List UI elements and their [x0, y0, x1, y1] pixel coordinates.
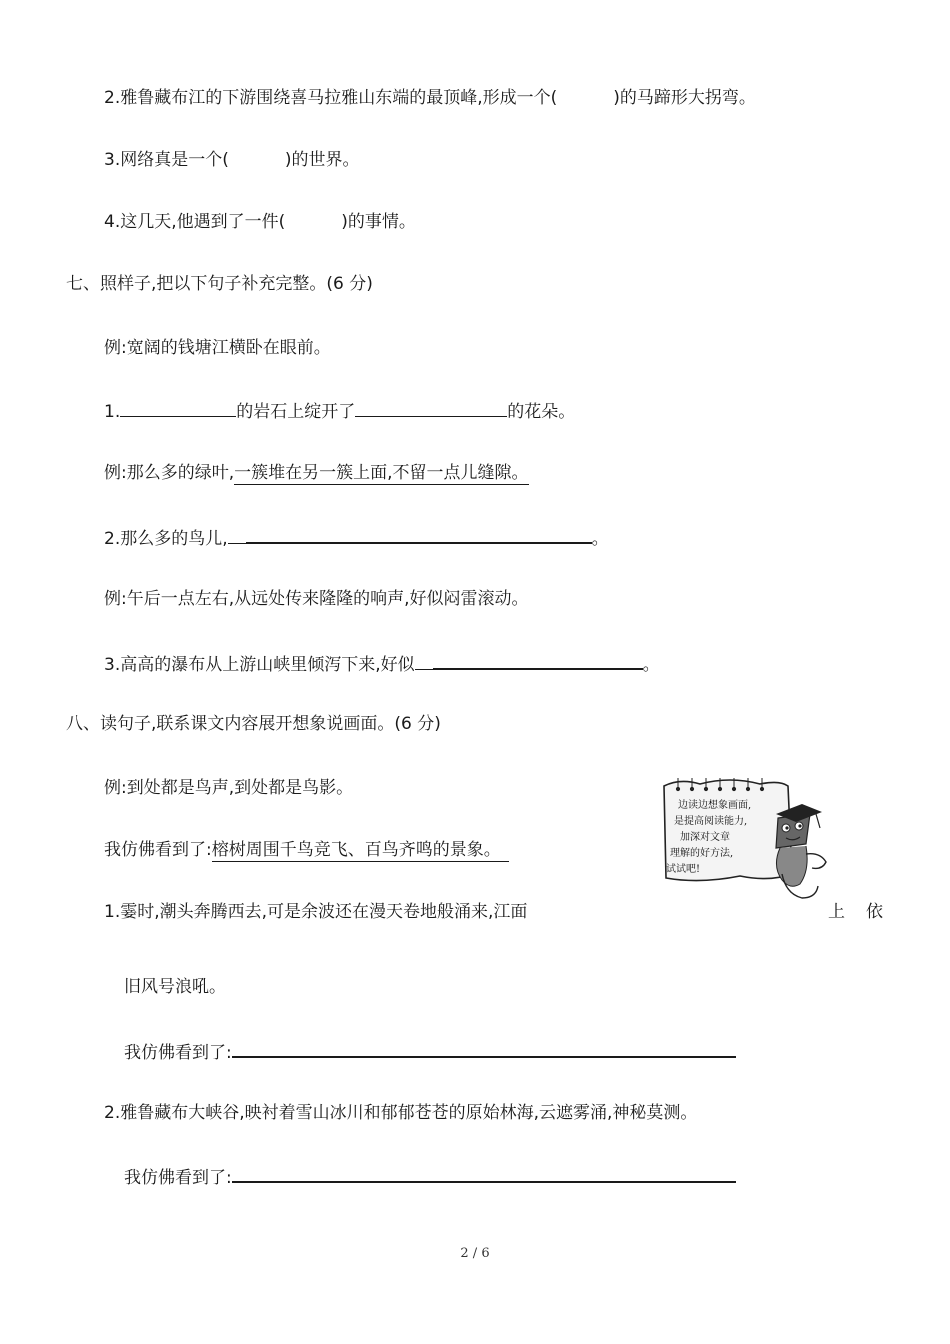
q7-example-2	[104, 461, 529, 485]
tip-line-2: 是提高阅读能力,	[674, 816, 748, 827]
q7-item1-mid: 的岩石上绽开了	[236, 402, 356, 422]
q6-item4-before: 4.这几天,他遇到了一件(	[104, 212, 286, 232]
q6-item2-after: )的马蹄形大拐弯。	[613, 88, 756, 108]
q8-example: 例:到处都是鸟声,到处都是鸟影。	[104, 778, 354, 798]
q7-item1-blank-b[interactable]	[355, 398, 507, 417]
tip-sign-graphic	[660, 774, 832, 904]
book-character-icon	[776, 804, 826, 898]
q8-item1-answer-prefix: 我仿佛看到了:	[124, 1043, 232, 1063]
q8-item1-line2: 旧风号浪吼。	[124, 977, 226, 997]
q6-item4-after: )的事情。	[341, 212, 416, 232]
q8-heading: 八、读句子,联系课文内容展开想象说画面。(6 分)	[66, 714, 441, 734]
q7-item2	[104, 524, 609, 551]
q6-item2	[104, 86, 756, 110]
q7-example-3: 例:午后一点左右,从远处传来隆隆的响声,好似闷雷滚动。	[104, 589, 529, 609]
q7-example-2-prefix: 例:那么多的绿叶,	[104, 463, 235, 483]
q7-item3-blank-lead	[415, 651, 433, 670]
q6-item4	[104, 210, 416, 234]
q8-item1-line1	[104, 900, 886, 924]
q7-item2-blank-lead	[228, 525, 246, 544]
q7-item3	[104, 650, 660, 677]
q6-item2-before: 2.雅鲁藏布江的下游围绕喜马拉雅山东端的最顶峰,形成一个(	[104, 88, 558, 108]
q7-item2-blank[interactable]	[246, 524, 592, 544]
q8-item2-answer-blank[interactable]	[232, 1163, 736, 1183]
q8-item1-tail-b: 依	[866, 902, 883, 922]
q8-item1-answer	[124, 1038, 736, 1065]
q7-item1	[104, 398, 575, 424]
tip-illustration	[660, 774, 832, 904]
q8-item1-text: 1.霎时,潮头奔腾西去,可是余波还在漫天卷地般涌来,江面	[104, 902, 528, 922]
q7-item3-blank[interactable]	[433, 650, 643, 670]
q7-item1-suffix: 的花朵。	[507, 402, 576, 422]
q8-item1-tail-a: 上	[828, 902, 845, 922]
q6-item3	[104, 148, 360, 172]
q8-example-answer	[104, 838, 509, 862]
q8-example-answer-prefix: 我仿佛看到了:	[104, 840, 212, 860]
q6-item3-before: 3.网络真是一个(	[104, 150, 229, 170]
q7-item3-suffix: 。	[642, 655, 660, 675]
q6-item3-after: )的世界。	[284, 150, 360, 170]
q8-item1-answer-blank[interactable]	[232, 1038, 736, 1058]
q8-item2-answer	[124, 1163, 736, 1190]
q8-example-answer-text: 榕树周围千鸟竞飞、百鸟齐鸣的景象。	[212, 840, 509, 862]
q7-item1-prefix: 1.	[104, 402, 121, 422]
tip-line-5: 试试吧!	[666, 864, 701, 875]
q7-heading: 七、照样子,把以下句子补充完整。(6 分)	[66, 274, 373, 294]
q7-item3-prefix: 3.高高的瀑布从上游山峡里倾泻下来,好似	[104, 655, 415, 675]
q8-item2-answer-prefix: 我仿佛看到了:	[124, 1168, 232, 1188]
q7-example-2-answer: 一簇堆在另一簇上面,不留一点儿缝隙。	[234, 463, 529, 483]
q7-item2-prefix: 2.那么多的鸟儿,	[104, 529, 228, 549]
tip-line-4: 理解的好方法,	[670, 848, 734, 859]
q7-item1-blank-a[interactable]	[120, 398, 236, 417]
tip-line-1: 边读边想象画面,	[678, 800, 752, 811]
q8-item2: 2.雅鲁藏布大峡谷,映衬着雪山冰川和郁郁苍苍的原始林海,云遮雾涌,神秘莫测。	[104, 1103, 698, 1123]
tip-line-3: 加深对文章	[680, 832, 730, 843]
page-number: 2 / 6	[460, 1246, 490, 1261]
q7-item2-suffix: 。	[591, 529, 609, 549]
q7-example-1: 例:宽阔的钱塘江横卧在眼前。	[104, 338, 331, 358]
